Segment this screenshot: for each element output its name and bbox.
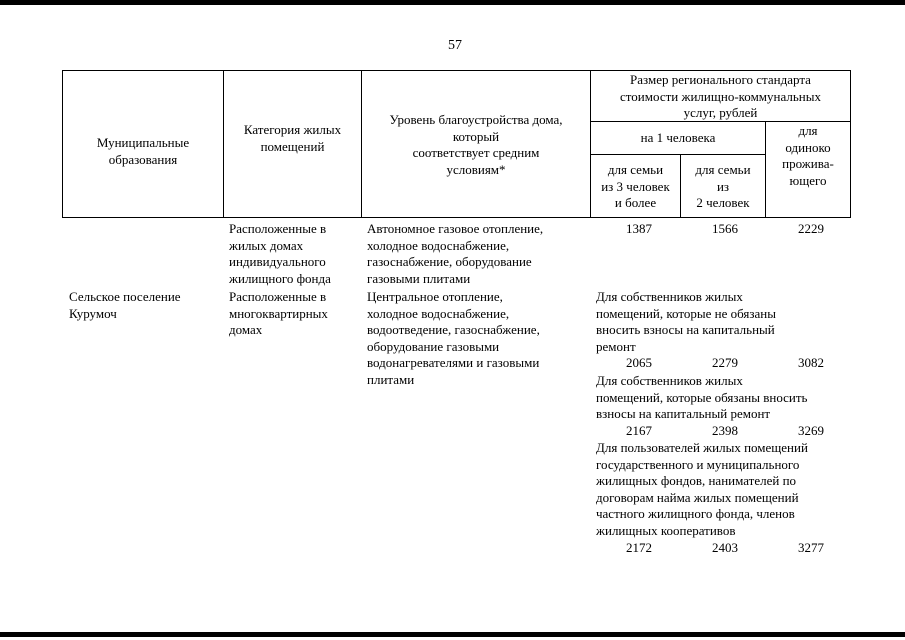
- header-municipality: Муниципальные образования: [96, 135, 190, 167]
- municipality-name: Сельское поселение Курумоч: [69, 289, 181, 321]
- row1-category: Расположенные в жилых домах индивидуального жилищного фонда: [229, 221, 331, 286]
- row2-group2-note: Для собственников жилых помещений, которые обязаны вносить взносы на капитальный ремонт: [596, 373, 808, 421]
- header-comfort-level: Уровень благоустройства дома, который соответствует средним условиям*: [389, 112, 563, 177]
- header-subdivider-2: [590, 154, 766, 155]
- row2-category: Расположенные в многоквартирных домах: [229, 289, 328, 337]
- table-border-top: [62, 70, 851, 71]
- header-standard-size: Размер регионального стандарта стоимости жилищно-коммунальных услуг, рублей: [620, 72, 821, 120]
- header-category: Категория жилых помещений: [243, 122, 342, 154]
- header-per-person: на 1 человека: [640, 130, 716, 145]
- row2-group2-values: 2167 2398 3269: [626, 423, 824, 438]
- row1-values: 1387 1566 2229: [626, 221, 824, 236]
- page-number: 57: [448, 38, 462, 53]
- table-right-border: [850, 70, 851, 218]
- row2-group3-note: Для пользователей жилых помещений государственного и муниципального жилищных фондов, нанимателей по договорам найма жилых помещений частного жилищного фонда, членов жилищных кооперативов: [596, 440, 808, 538]
- row2-comfort-level: Центральное отопление, холодное водоснабжение, водоотведение, газоснабжение, оборудование газовыми водонагревателями и газовыми плитами: [367, 289, 540, 387]
- bottom-border: [0, 632, 905, 637]
- header-family-3: для семьи из 3 человек и более: [601, 162, 670, 210]
- row2-group1-note: Для собственников жилых помещений, которые не обязаны вносить взносы на капитальный ремонт: [596, 289, 776, 354]
- table-header-bottom: [62, 217, 851, 218]
- top-border: [0, 0, 905, 5]
- row2-group1-values: 2065 2279 3082: [626, 355, 824, 370]
- row1-comfort-level: Автономное газовое отопление, холодное водоснабжение, газоснабжение, оборудование газовыми плитами: [367, 221, 544, 286]
- row2-group3-values: 2172 2403 3277: [626, 540, 824, 555]
- header-family-2: для семьи из 2 человек: [695, 162, 751, 210]
- header-single-resident: для одиноко прожива- ющего: [782, 123, 834, 188]
